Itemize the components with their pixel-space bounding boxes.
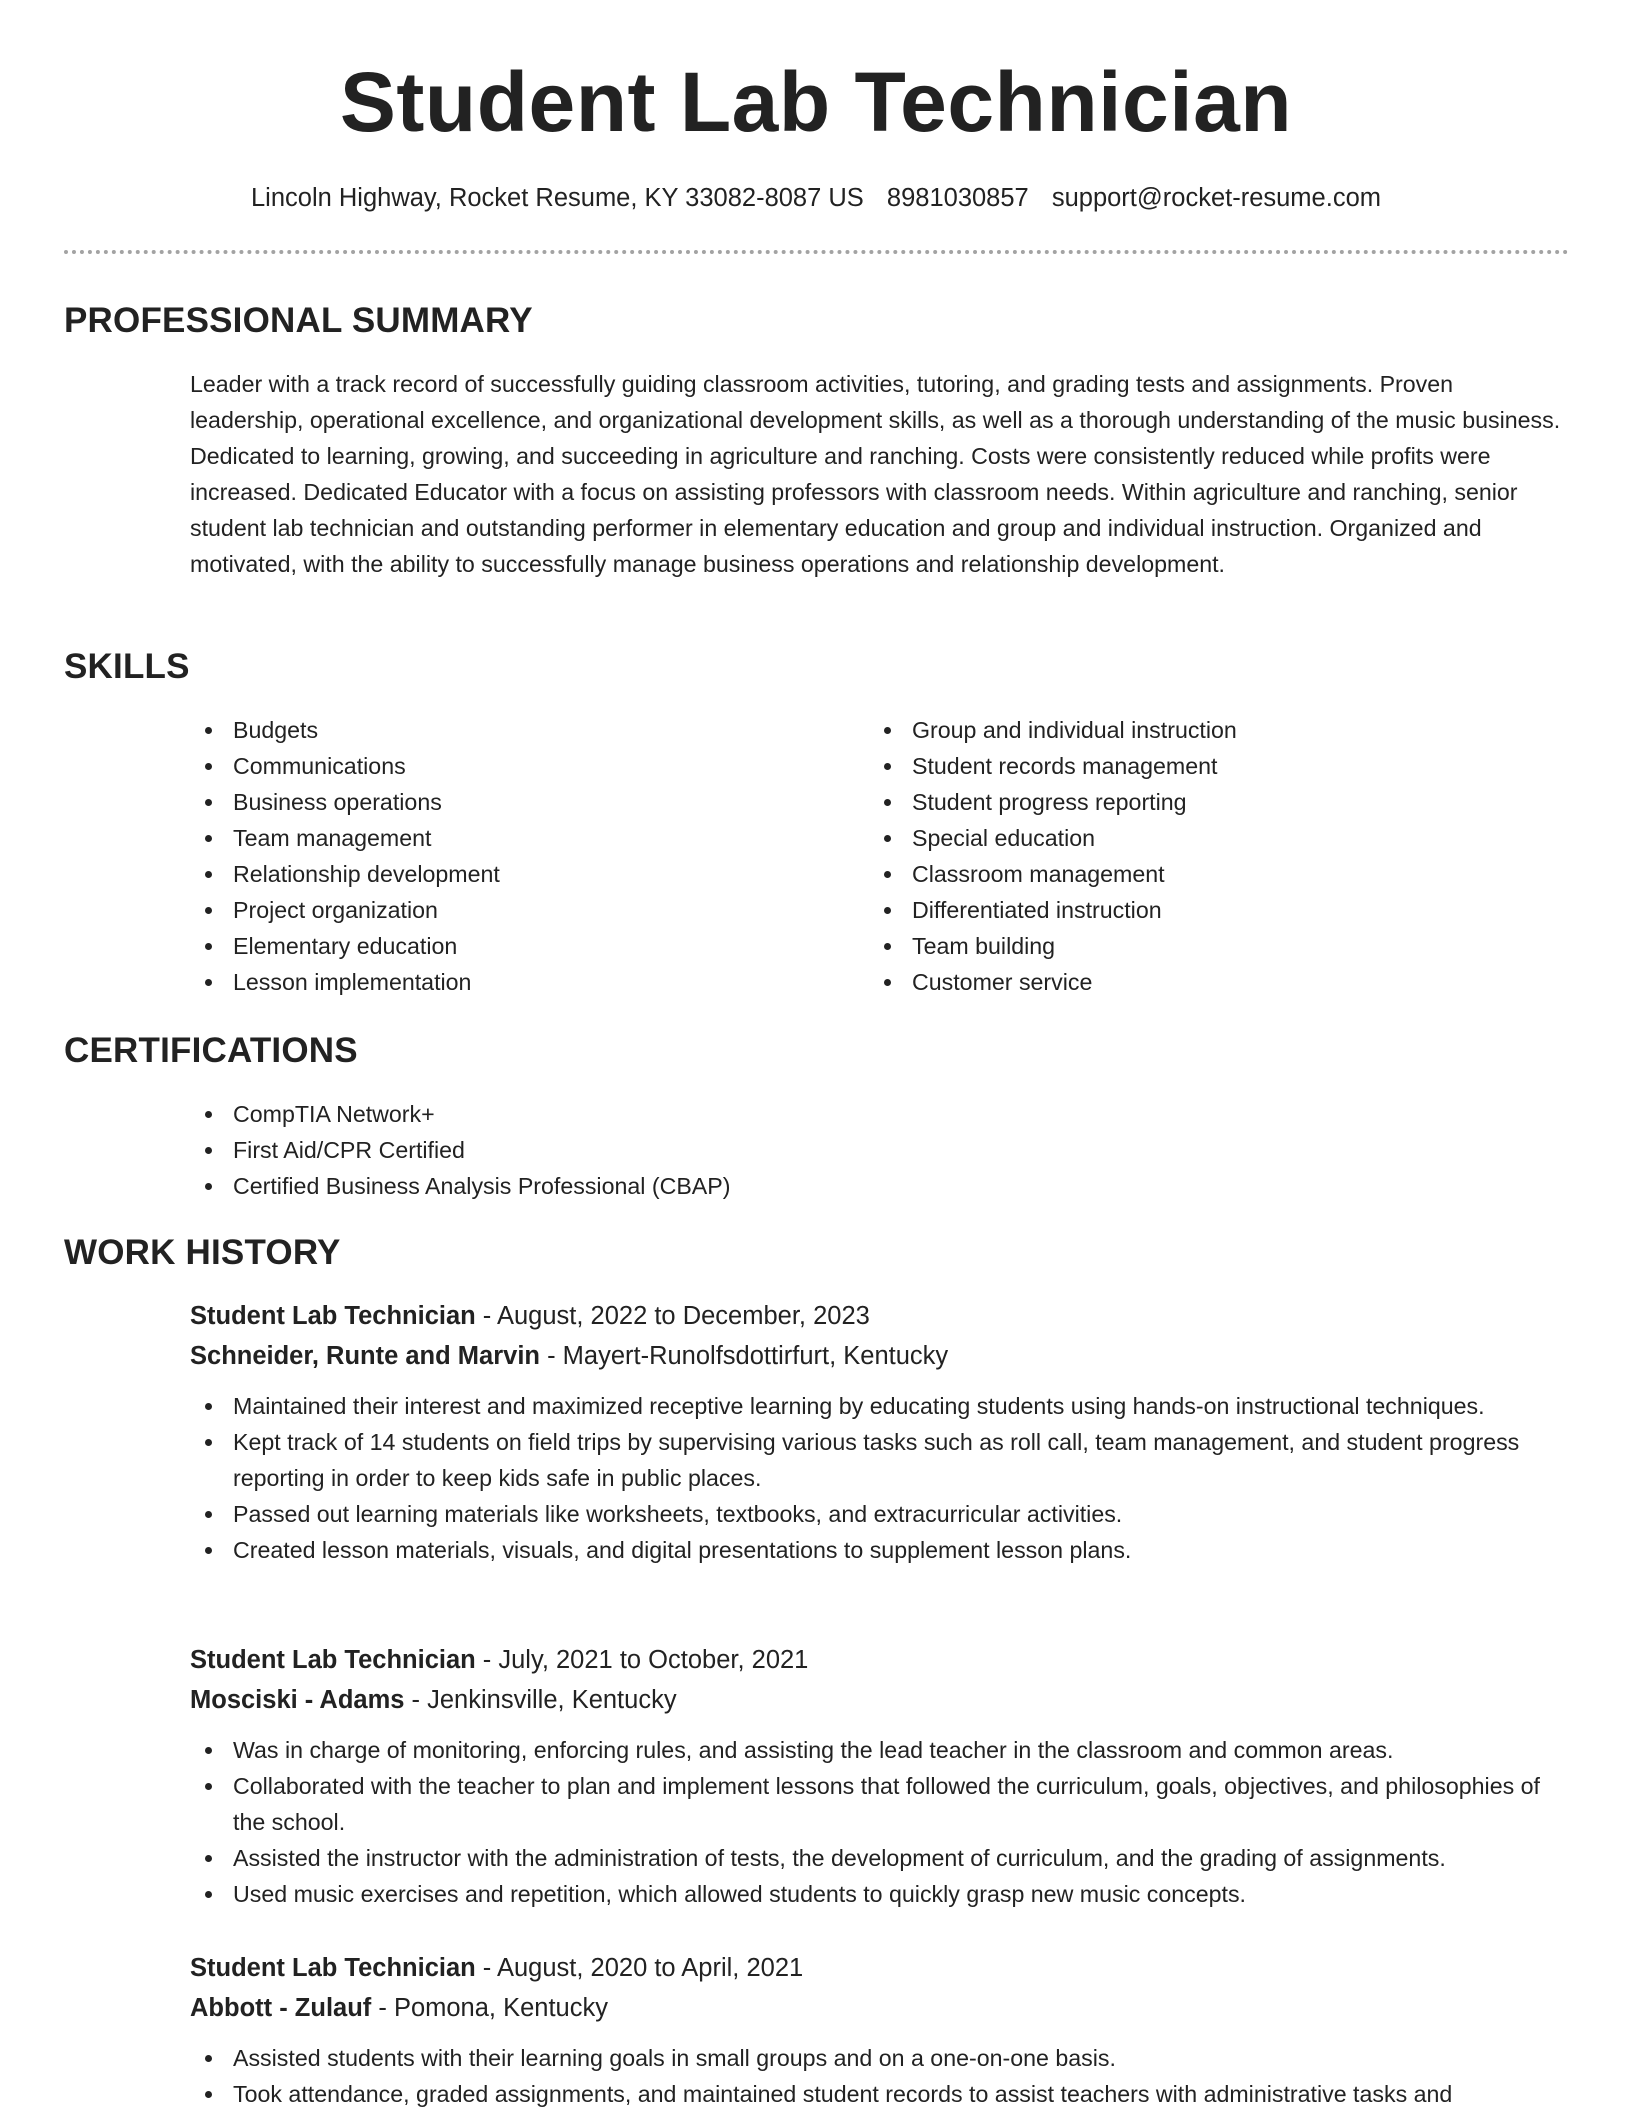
job-dates: - August, 2022 to December, 2023	[475, 1302, 870, 1330]
job-bullets	[190, 2040, 1570, 2112]
skill-item: Project organization	[190, 892, 850, 928]
skill-item: Customer service	[869, 964, 1529, 1000]
job-location: - Jenkinsville, Kentucky	[404, 1686, 677, 1714]
header-divider	[64, 250, 1569, 254]
job-company-line	[190, 1988, 1570, 2028]
job-title-line	[190, 1296, 1570, 1336]
job-bullet: Passed out learning materials like worksheets, textbooks, and extracurricular activities.	[190, 1496, 1570, 1532]
job-bullet: Kept track of 14 students on field trips by supervising various tasks such as roll call, team management, and student progress reporting in order to keep kids safe in public places.	[190, 1424, 1570, 1496]
job-company: Mosciski - Adams	[190, 1686, 405, 1714]
job-bullet: Took attendance, graded assignments, and maintained student records to assist teachers with administrative tasks and	[190, 2076, 1570, 2112]
skill-item: Student progress reporting	[869, 784, 1529, 820]
job-entry	[190, 1948, 1570, 2112]
contact-email: support@rocket-resume.com	[1051, 184, 1381, 212]
skill-item: Business operations	[190, 784, 850, 820]
job-bullet: Used music exercises and repetition, which allowed students to quickly grasp new music concepts.	[190, 1876, 1570, 1912]
skill-item: Classroom management	[869, 856, 1529, 892]
job-role: Student Lab Technician	[190, 1954, 476, 1982]
job-title-line	[190, 1948, 1570, 1988]
job-bullets	[190, 1732, 1570, 1912]
skill-item: Student records management	[869, 748, 1529, 784]
summary-text: Leader with a track record of successfully guiding classroom activities, tutoring, and grading tests and assignments. Proven leadership, operational excellence, and organizational development skills, as well as a thorough understanding of the music business. Dedicated to learning, growing, and succeeding in agriculture and ranching. Costs were consistently reduced while profits were increased. Dedicated Educator with a focus on assisting professors with classroom needs. Within agriculture and ranching, senior student lab technician and outstanding performer in elementary education and group and individual instruction. Organized and motivated, with the ability to successfully manage business operations and relationship development.	[190, 371, 1561, 577]
job-bullet: Assisted the instructor with the administration of tests, the development of curriculum, and the grading of assignments.	[190, 1840, 1570, 1876]
candidate-name: Student Lab Technician	[339, 55, 1293, 149]
skill-item: Communications	[190, 748, 850, 784]
job-bullet: Was in charge of monitoring, enforcing rules, and assisting the lead teacher in the classroom and common areas.	[190, 1732, 1570, 1768]
job-role: Student Lab Technician	[190, 1646, 476, 1674]
contact-phone: 8981030857	[886, 184, 1029, 212]
job-dates: - July, 2021 to October, 2021	[475, 1646, 809, 1674]
skill-item: Group and individual instruction	[869, 712, 1529, 748]
section-title-skills: SKILLS	[64, 647, 190, 686]
job-bullet: Maintained their interest and maximized receptive learning by educating students using hands-on instructional techniques.	[190, 1388, 1570, 1424]
job-bullets	[190, 1388, 1570, 1568]
job-dates: - August, 2020 to April, 2021	[475, 1954, 804, 1982]
skill-item: Special education	[869, 820, 1529, 856]
job-bullet: Assisted students with their learning goals in small groups and on a one-on-one basis.	[190, 2040, 1570, 2076]
job-role: Student Lab Technician	[190, 1302, 476, 1330]
job-bullet: Collaborated with the teacher to plan and implement lessons that followed the curriculum, goals, objectives, and philosophies of the school.	[190, 1768, 1570, 1840]
skill-item: Budgets	[190, 712, 850, 748]
job-location: - Mayert-Runolfsdottirfurt, Kentucky	[540, 1342, 949, 1370]
skill-item: Relationship development	[190, 856, 850, 892]
job-entry	[190, 1296, 1570, 1568]
skill-item: Team management	[190, 820, 850, 856]
section-title-work-history: WORK HISTORY	[64, 1233, 341, 1272]
section-title-certifications: CERTIFICATIONS	[64, 1031, 358, 1070]
skills-list-left	[190, 712, 850, 1000]
skill-item: Differentiated instruction	[869, 892, 1529, 928]
skills-list-right	[869, 712, 1529, 1000]
job-location: - Pomona, Kentucky	[371, 1994, 608, 2022]
contact-line	[0, 180, 1632, 216]
certifications-list	[190, 1096, 1490, 1204]
job-company-line	[190, 1680, 1570, 1720]
job-company: Abbott - Zulauf	[190, 1994, 372, 2022]
section-title-summary: PROFESSIONAL SUMMARY	[64, 301, 533, 340]
certification-item: Certified Business Analysis Professional (CBAP)	[190, 1168, 1490, 1204]
skill-item: Elementary education	[190, 928, 850, 964]
certification-item: First Aid/CPR Certified	[190, 1132, 1490, 1168]
job-title-line	[190, 1640, 1570, 1680]
job-bullet: Created lesson materials, visuals, and digital presentations to supplement lesson plans.	[190, 1532, 1570, 1568]
skill-item: Team building	[869, 928, 1529, 964]
skill-item: Lesson implementation	[190, 964, 850, 1000]
job-company-line	[190, 1336, 1570, 1376]
job-company: Schneider, Runte and Marvin	[190, 1342, 540, 1370]
certification-item: CompTIA Network+	[190, 1096, 1490, 1132]
job-entry	[190, 1640, 1570, 1912]
contact-address: Lincoln Highway, Rocket Resume, KY 33082-8087 US	[251, 184, 864, 212]
